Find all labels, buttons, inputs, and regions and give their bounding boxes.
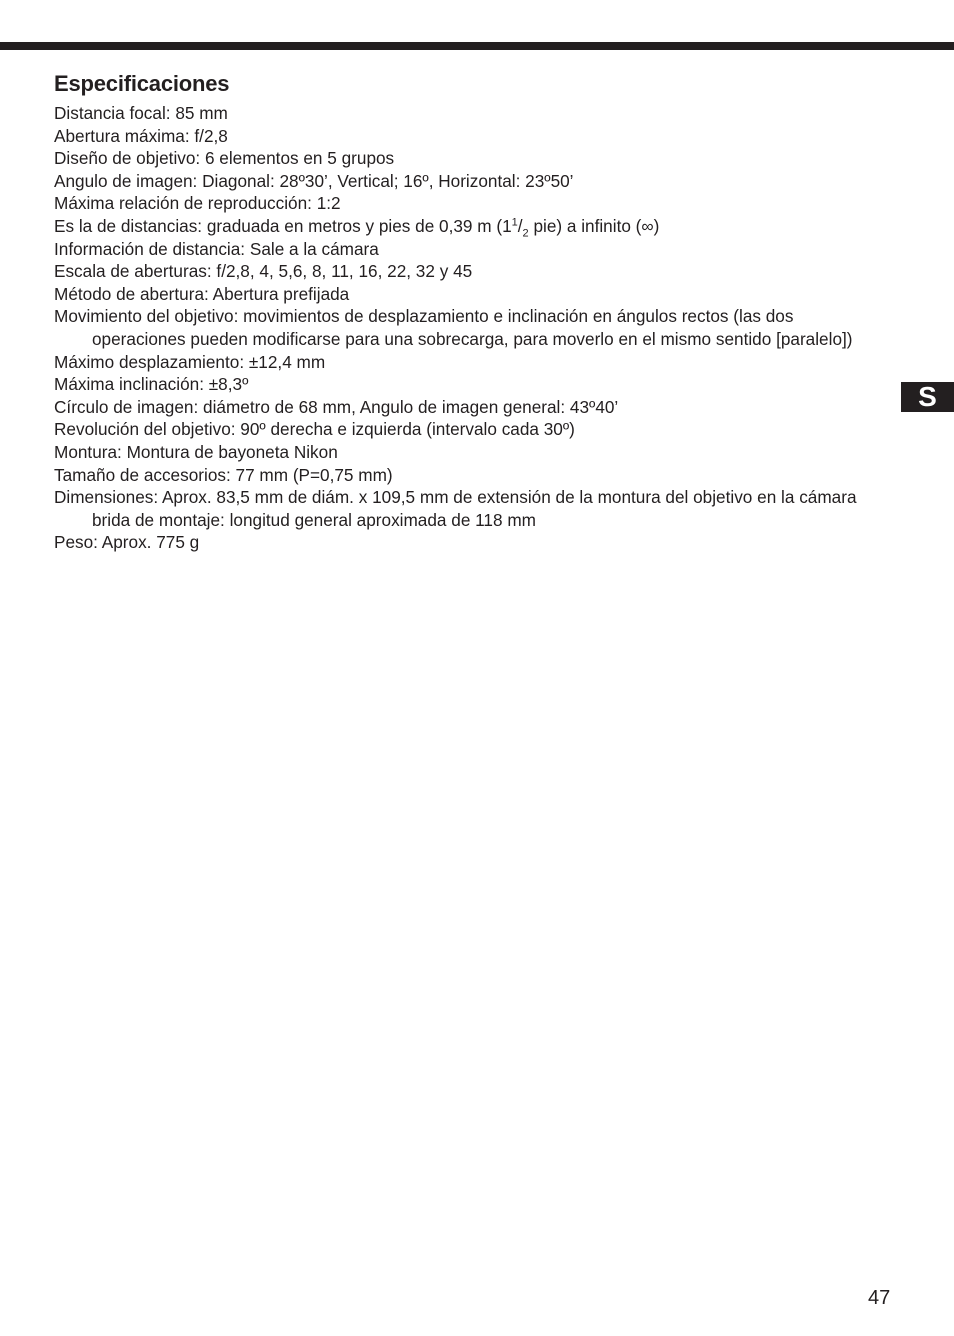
- spec-item-reproduction-ratio: Máxima relación de reproducción: 1:2: [54, 193, 341, 214]
- spec-item-aperture-method: Método de abertura: Abertura prefijada: [54, 283, 350, 304]
- spec-item-image-circle: Círculo de imagen: diámetro de 68 mm, Angulo de imagen general: 43º40’: [54, 396, 619, 417]
- spec-item-lens-construction: Diseño de objetivo: 6 elementos en 5 grupos: [54, 148, 395, 169]
- fraction-slash: /: [517, 215, 523, 236]
- spec-item-max-shift: Máximo desplazamiento: ±12,4 mm: [54, 351, 326, 372]
- spec-item-distance-scale: [54, 215, 884, 238]
- spec-item-max-tilt: Máxima inclinación: ±8,3º: [54, 374, 249, 395]
- distance-scale-text: Es la de distancias: graduada en metros y pies de 0,39 m (1: [54, 215, 512, 236]
- spec-item-aperture-scale: Escala de aberturas: f/2,8, 4, 5,6, 8, 11, 16, 22, 32 y 45: [54, 261, 473, 282]
- spec-item-mount: Montura: Montura de bayoneta Nikon: [54, 441, 338, 462]
- spec-item-lens-revolution: Revolución del objetivo: 90º derecha e izquierda (intervalo cada 30º): [54, 419, 575, 440]
- page-title: Especificaciones: [54, 71, 230, 96]
- page-number: 47: [868, 1287, 891, 1309]
- fraction-numerator: 1: [511, 216, 518, 229]
- spec-item-picture-angle: Angulo de imagen: Diagonal: 28º30’, Vertical; 16º, Horizontal: 23º50’: [54, 170, 574, 191]
- distance-scale-text-end: pie) a infinito (∞): [528, 215, 660, 236]
- spec-item-weight: Peso: Aprox. 775 g: [54, 532, 200, 553]
- language-tab: S: [901, 382, 954, 412]
- spec-item-attachment-size: Tamaño de accesorios: 77 mm (P=0,75 mm): [54, 464, 393, 485]
- spec-item-distance-info: Información de distancia: Sale a la cámara: [54, 238, 379, 259]
- spec-item-focal-length: Distancia focal: 85 mm: [54, 103, 228, 123]
- fraction-denominator: 2: [522, 227, 529, 240]
- top-rule: [0, 42, 954, 50]
- spec-list: [54, 102, 884, 554]
- spec-item-max-aperture: Abertura máxima: f/2,8: [54, 125, 228, 146]
- spec-item-dimensions: Dimensiones: Aprox. 83,5 mm de diám. x 109,5 mm de extensión de la montura del objetivo en la cámara brida de montaje: longitud general aproximada de 118 mm: [54, 487, 857, 530]
- spec-item-lens-movement: Movimiento del objetivo: movimientos de desplazamiento e inclinación en ángulos rectos (las dos operaciones pueden modificarse para una sobrecarga, para moverlo en el mismo sentido [paralelo]): [54, 306, 853, 349]
